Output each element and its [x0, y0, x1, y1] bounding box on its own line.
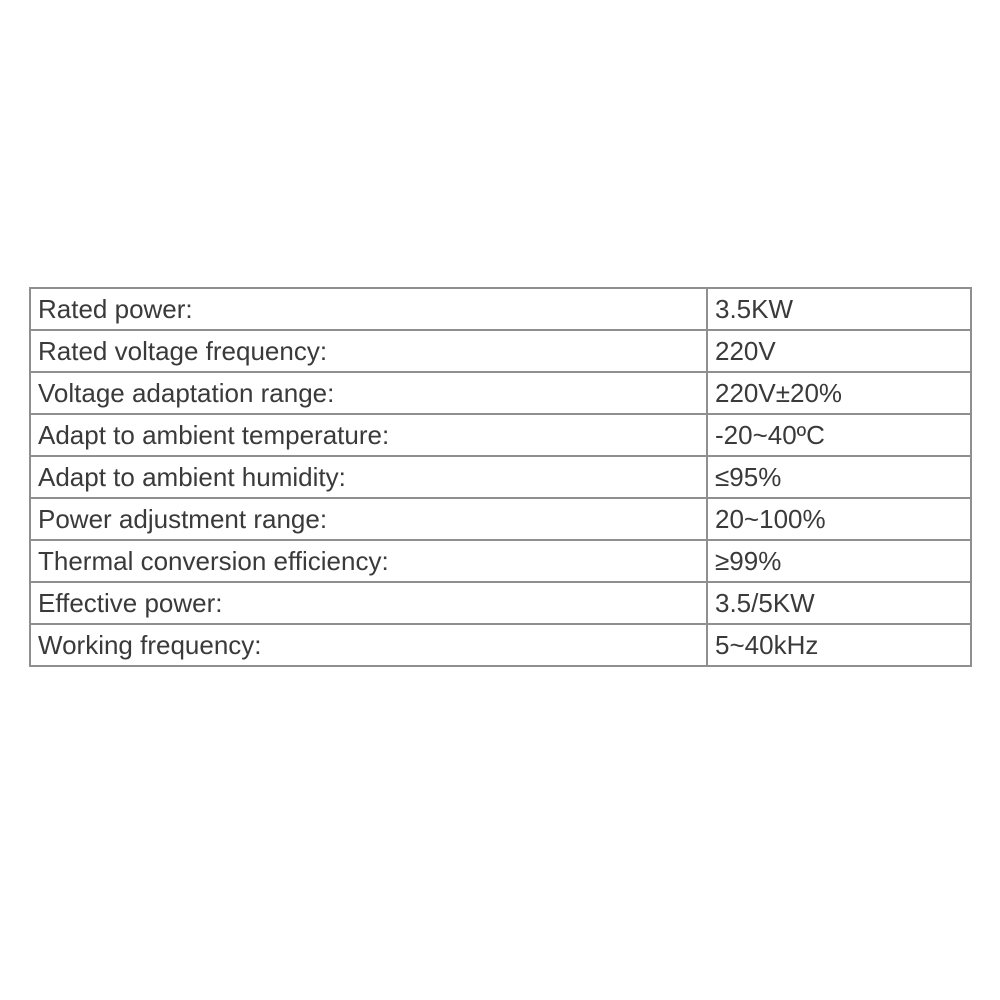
spec-value: ≥99%	[707, 540, 971, 582]
table-row	[30, 498, 971, 540]
table-row	[30, 372, 971, 414]
spec-label: Working frequency:	[30, 624, 707, 666]
table-row	[30, 582, 971, 624]
spec-value: 3.5KW	[707, 288, 971, 330]
spec-value: -20~40ºC	[707, 414, 971, 456]
spec-value: 220V	[707, 330, 971, 372]
spec-value: 220V±20%	[707, 372, 971, 414]
spec-label: Adapt to ambient temperature:	[30, 414, 707, 456]
spec-value: 5~40kHz	[707, 624, 971, 666]
spec-value: ≤95%	[707, 456, 971, 498]
spec-label: Thermal conversion efficiency:	[30, 540, 707, 582]
table-row	[30, 330, 971, 372]
spec-value: 20~100%	[707, 498, 971, 540]
spec-label: Adapt to ambient humidity:	[30, 456, 707, 498]
spec-label: Rated power:	[30, 288, 707, 330]
table-row	[30, 414, 971, 456]
table-row	[30, 624, 971, 666]
table-row	[30, 456, 971, 498]
spec-table	[29, 287, 972, 667]
spec-label: Voltage adaptation range:	[30, 372, 707, 414]
spec-label: Power adjustment range:	[30, 498, 707, 540]
spec-value: 3.5/5KW	[707, 582, 971, 624]
spec-label: Effective power:	[30, 582, 707, 624]
spec-label: Rated voltage frequency:	[30, 330, 707, 372]
table-row	[30, 288, 971, 330]
table-row	[30, 540, 971, 582]
